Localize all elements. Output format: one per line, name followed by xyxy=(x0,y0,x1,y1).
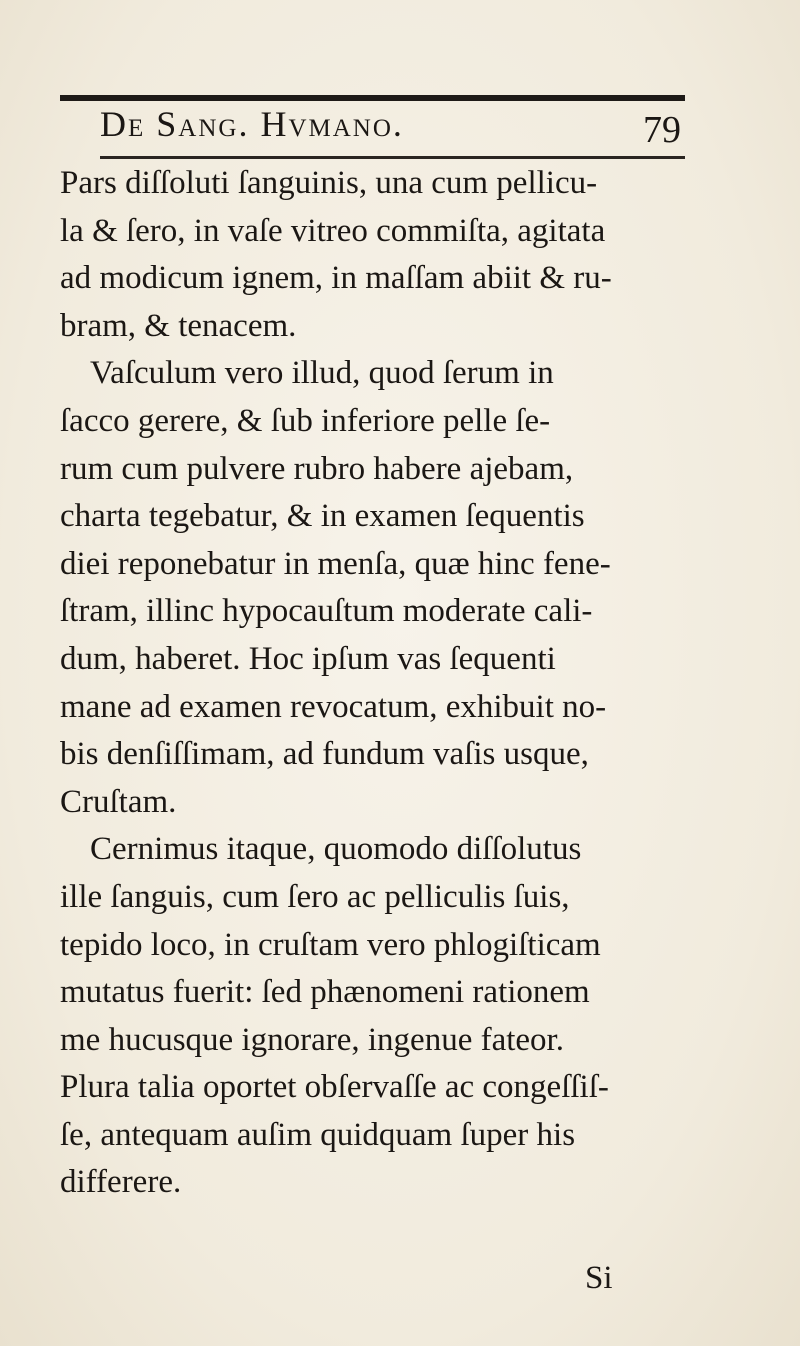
running-title: De Sang. Hvmano. xyxy=(100,104,404,144)
body-text xyxy=(60,160,690,1207)
text-line: ille ſanguis, cum ſero ac pelliculis ſuis, xyxy=(60,878,570,915)
catchword: Si xyxy=(585,1260,613,1296)
text-line: Cruſtam. xyxy=(60,783,177,820)
text-line: ſacco gerere, & ſub inferiore pelle ſe- xyxy=(60,402,551,439)
text-line: diei reponebatur in menſa, quæ hinc fene- xyxy=(60,545,611,582)
text-line: bis denſiſſimam, ad fundum vaſis usque, xyxy=(60,736,589,773)
text-line: charta tegebatur, & in examen ſequentis xyxy=(60,498,585,535)
text-line: ſe, antequam auſim quidquam ſuper his xyxy=(60,1116,576,1153)
paragraph-start-line: Cernimus itaque, quomodo diſſolutus xyxy=(90,831,582,868)
text-line: Plura talia oportet obſervaſſe ac congeſſiſ- xyxy=(60,1069,609,1106)
running-header xyxy=(100,102,685,151)
text-line: differere. xyxy=(60,1164,182,1201)
paragraph-start-line: Vaſculum vero illud, quod ſerum in xyxy=(90,355,554,392)
text-line: ſtram, illinc hypocauſtum moderate cali- xyxy=(60,593,593,630)
text-line: tepido loco, in cruſtam vero phlogiſticam xyxy=(60,926,601,963)
text-line: Pars diſſoluti ſanguinis, una cum pellicu- xyxy=(60,165,598,201)
text-line: mane ad examen revocatum, exhibuit no- xyxy=(60,688,607,725)
page-number: 79 xyxy=(643,109,681,151)
text-line: me hucusque ignorare, ingenue fateor. xyxy=(60,1021,564,1058)
header-bottom-rule xyxy=(100,156,685,159)
header-top-rule xyxy=(60,95,685,101)
text-line: bram, & tenacem. xyxy=(60,307,297,344)
text-line: rum cum pulvere rubro habere ajebam, xyxy=(60,450,574,487)
text-line: la & ſero, in vaſe vitreo commiſta, agitata xyxy=(60,212,606,249)
text-line: dum, haberet. Hoc ipſum vas ſequenti xyxy=(60,640,556,677)
text-line: mutatus fuerit: ſed phænomeni rationem xyxy=(60,974,590,1011)
text-line: ad modicum ignem, in maſſam abiit & ru- xyxy=(60,260,612,297)
